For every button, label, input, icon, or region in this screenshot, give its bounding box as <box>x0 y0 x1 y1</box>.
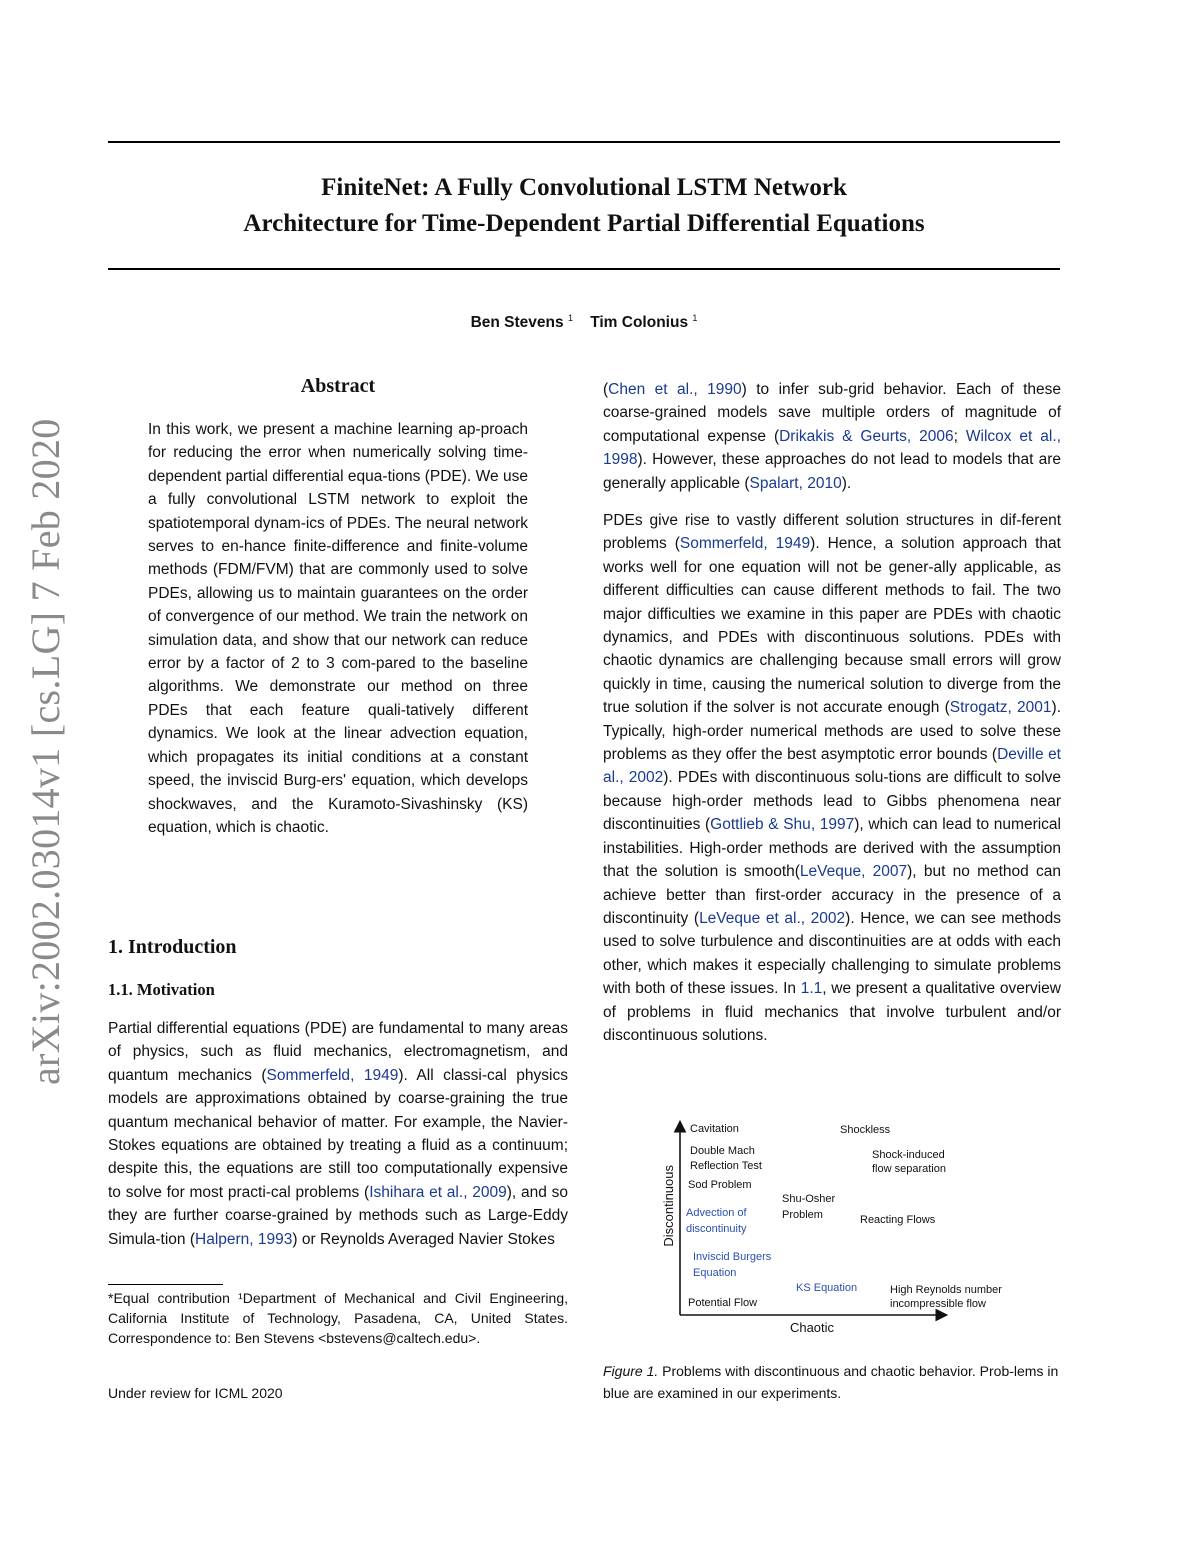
paragraph-solution-structures: PDEs give rise to vastly different solution structures in dif-ferent problems (Sommerfeld, 1949). Hence, a solution approach that works well for one equation will not be gener-ally applicable, as different difficulties can cause different methods to fail. The two major difficulties we examine in this paper are PDEs with chaotic dynamics, and PDEs with discontinuous solutions. PDEs with chaotic dynamics are challenging because small errors will grow quickly in time, causing the numerical solution to diverge from the true solution if the solver is not accurate enough (Strogatz, 2001). Typically, high-order numerical methods are used to solve these problems as they offer the best asymptotic error bounds (Deville et al., 2002). PDEs with discontinuous solu-tions are difficult to solve because high-order methods lead to Gibbs phenomena near discontinuities (Gottlieb & Shu, 1997), which can lead to numerical instabilities. High-order methods are derived with the assumption that the solution is smooth(LeVeque, 2007), but no method can achieve better than first-order accuracy in the presence of a discontinuity (LeVeque et al., 2002). Hence, we can see methods used to solve turbulence and discontinuities are at odds with each other, which makes it especially challenging to simulate problems with both of these issues. In 1.1, we present a qualitative overview of problems in fluid mechanics that involve turbulent and/or discontinuous solutions. <box>603 512 1061 1044</box>
arxiv-stamp: arXiv:2002.03014v1 [cs.LG] 7 Feb 2020 <box>23 418 68 1085</box>
figure-1 <box>660 1115 1020 1345</box>
diagram-label: Problem <box>782 1209 823 1221</box>
abstract-heading: Abstract <box>300 375 376 397</box>
body-text: ). All classi-cal physics models are approximations obtained by coarse-graining the true quantum mechanical behavior of matter. For example, the Navier-Stokes equations are obtained by treating a fluid as a continuum; despite this, the equations are still too computationally expensive to solve for most practi-cal problems ( <box>108 1066 568 1201</box>
paragraph-coarse-grained: (Chen et al., 1990) to infer sub-grid behavior. Each of these coarse-grained models save multiple orders of magnitude of computational expense (Drikakis & Geurts, 2006; Wilcox et al., 1998). However, these approaches do not lead to models that are generally applicable (Spalart, 2010). <box>603 381 1062 492</box>
footnote-rule <box>108 1284 223 1285</box>
motivation-paragraph <box>108 1017 568 1251</box>
abstract-body: In this work, we present a machine learning ap-proach for reducing the error when numerically solving time-dependent partial differential equa-tions (PDE). We use a fully convolutional LSTM network to exploit the spatiotemporal dynam-ics of PDEs. The neural network serves to en-hance finite-difference and finite-volume methods (FDM/FVM) that are commonly used to solve PDEs, allowing us to maintain guarantees on the order of convergence of our method. We train the network on simulation data, and show that our network can reduce error by a factor of 2 to 3 com-pared to the baseline algorithms. We demonstrate our method on three PDEs that each feature quali-tatively different dynamics. We look at the linear advection equation, which propagates its initial conditions at a constant speed, the inviscid Burg-ers' equation, which develops shockwaves, and the Kuramoto-Sivashinsky (KS) equation, which is chaotic. <box>148 421 528 836</box>
diagram-label: Shock-induced <box>872 1149 945 1161</box>
footnote: *Equal contribution ¹Department of Mechanical and Civil Engineering, California Institute of Technology, Pasadena, CA, United States. Correspondence to: Ben Stevens <bstevens@caltech.edu>. <box>108 1290 568 1346</box>
citation-link[interactable]: Chen et al., 1990 <box>608 381 742 398</box>
author-affiliation-mark: 1 <box>567 313 573 323</box>
diagram-label: Potential Flow <box>688 1297 758 1309</box>
diagram-label-highlighted: Advection of <box>686 1207 747 1219</box>
diagram-label: Reacting Flows <box>860 1214 936 1226</box>
title-line-1: FiniteNet: A Fully Convolutional LSTM Network <box>321 174 847 201</box>
citation-link[interactable]: Halpern, 1993 <box>195 1230 293 1248</box>
citation-link[interactable]: Gottlieb & Shu, 1997 <box>710 816 855 834</box>
author-name: Tim Colonius <box>590 314 689 332</box>
citation-link[interactable]: LeVeque, 2007 <box>799 863 908 881</box>
citation-link[interactable]: Spalart, 2010 <box>749 474 842 492</box>
author-affiliation-mark: 1 <box>692 313 698 323</box>
diagram-label-highlighted: Equation <box>693 1267 737 1279</box>
citation-link[interactable]: Sommerfeld, 1949 <box>679 535 811 553</box>
body-text: ), and so they are further coarse-grained by methods such as Large-Eddy Simula-tion ( <box>108 1183 568 1248</box>
diagram-label-highlighted: discontinuity <box>686 1223 747 1235</box>
body-text: Partial differential equations (PDE) are fundamental to many areas of physics, such as fluid mechanics, electromagnetism, and quantum mechanics ( <box>108 1020 568 1084</box>
author-name: Ben Stevens <box>470 314 564 332</box>
diagram-label-highlighted: Inviscid Burgers <box>693 1251 772 1263</box>
problem-map-diagram <box>660 1115 1020 1345</box>
citation-link[interactable]: Wilcox et al., 1998 <box>603 427 1061 469</box>
diagram-label: Shockless <box>840 1124 891 1136</box>
citation-link[interactable]: LeVeque et al., 2002 <box>699 909 846 927</box>
diagram-label: Shu-Osher <box>782 1193 836 1205</box>
citation-link[interactable]: Deville et al., 2002 <box>603 746 1061 787</box>
author-list <box>108 313 1060 332</box>
caption-text: Problems with discontinuous and chaotic behavior. Prob-lems in blue are examined in our experiments. <box>603 1363 1059 1401</box>
x-axis-label: Chaotic <box>789 1320 835 1335</box>
diagram-label: Double Mach <box>690 1145 755 1157</box>
diagram-label: flow separation <box>872 1163 946 1175</box>
subsection-heading: 1.1. Motivation <box>108 980 215 999</box>
diagram-label: High Reynolds number <box>890 1284 1002 1296</box>
section-heading: 1. Introduction <box>108 936 237 958</box>
diagram-label: Sod Problem <box>688 1179 752 1191</box>
diagram-label-highlighted: KS Equation <box>796 1282 858 1294</box>
title-bottom-rule <box>108 268 1060 270</box>
figure-reference-link[interactable]: 1.1 <box>800 980 823 998</box>
citation-link[interactable]: Strogatz, 2001 <box>949 699 1052 717</box>
title-top-rule <box>108 141 1060 143</box>
citation-link[interactable]: Ishihara et al., 2009 <box>369 1183 507 1201</box>
diagram-label: Reflection Test <box>690 1160 762 1172</box>
citation-link[interactable]: Sommerfeld, 1949 <box>266 1066 399 1084</box>
figure-caption <box>603 1360 1061 1404</box>
review-notice: Under review for ICML 2020 <box>108 1385 283 1401</box>
title-line-2: Architecture for Time-Dependent Partial Differential Equations <box>243 210 925 237</box>
citation-link[interactable]: Drikakis & Geurts, 2006 <box>779 427 954 445</box>
caption-label: Figure 1. <box>603 1363 659 1379</box>
diagram-label: incompressible flow <box>890 1298 986 1310</box>
body-text: ) or Reynolds Averaged Navier Stokes <box>292 1230 555 1248</box>
y-axis-label: Discontinuous <box>661 1165 676 1247</box>
paper-title <box>108 170 1060 242</box>
diagram-label: Cavitation <box>690 1123 739 1135</box>
